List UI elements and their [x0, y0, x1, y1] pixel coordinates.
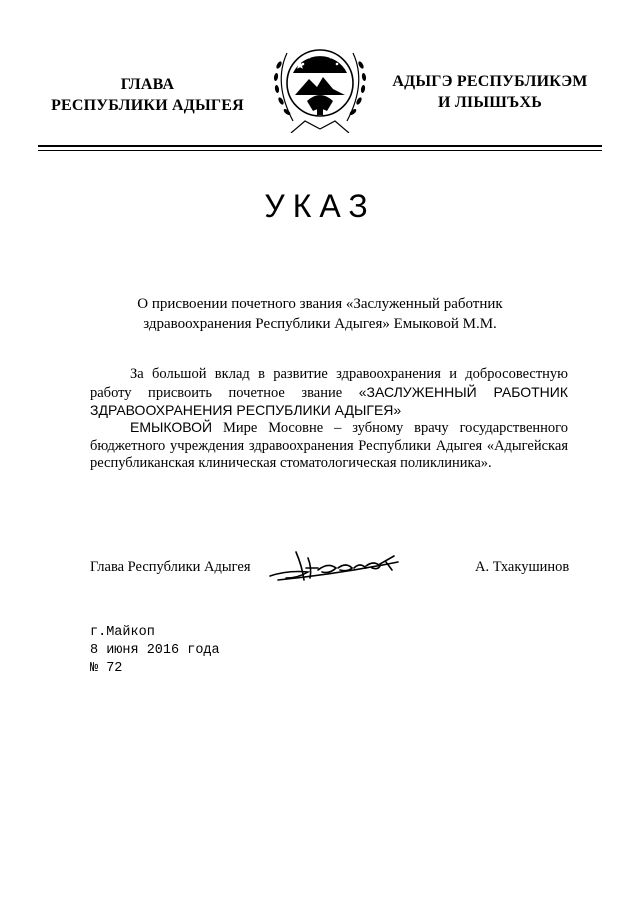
subject-line1: О присвоении почетного звания «Заслуженный работник — [137, 296, 503, 312]
p1-honor-title: «ЗАСЛУЖЕННЫЙ РАБОТНИК ЗДРАВООХРАНЕНИЯ РЕСПУБЛИКИ АДЫГЕЯ» — [90, 383, 568, 418]
header-rule-thick — [38, 145, 602, 147]
footer-number: № 72 — [90, 661, 123, 676]
footer-date: 8 июня 2016 года — [90, 643, 220, 658]
header-left-line2: РЕСПУБЛИКИ АДЫГЕЯ — [51, 97, 244, 114]
p2-text: Мире Мосовне – зубному врачу государственного бюджетного учреждения здравоохранения Республики Адыгея «Адыгейская республиканская клиническая стоматологическая поликлиника». — [90, 420, 568, 471]
handwritten-signature — [268, 548, 408, 584]
document-subject — [100, 294, 540, 334]
signature-position: Глава Республики Адыгея — [90, 559, 251, 575]
header-right-line2: И ЛІЫШЪХЬ — [437, 94, 543, 111]
body-paragraph-1 — [90, 366, 568, 421]
p1-text: За большой вклад в развитие здравоохранения и добросовестную работу присвоить почетное звание — [90, 366, 568, 401]
document-title: УКАЗ — [264, 188, 376, 224]
body-paragraph-2 — [90, 419, 568, 473]
header-left — [40, 74, 255, 116]
footer-city: г.Майкоп — [90, 625, 155, 640]
header-left-line1: ГЛАВА — [120, 76, 175, 93]
signature-name: А. Тхакушинов — [475, 559, 570, 575]
coat-of-arms-emblem — [265, 33, 375, 133]
subject-line2: здравоохранения Республики Адыгея» Емыковой М.М. — [143, 316, 497, 332]
header-rule-thin — [38, 150, 602, 151]
header-right — [380, 71, 600, 113]
header-right-line1: АДЫГЭ РЕСПУБЛИКЭМ — [392, 73, 588, 90]
p2-surname: ЕМЫКОВОЙ — [130, 419, 213, 435]
